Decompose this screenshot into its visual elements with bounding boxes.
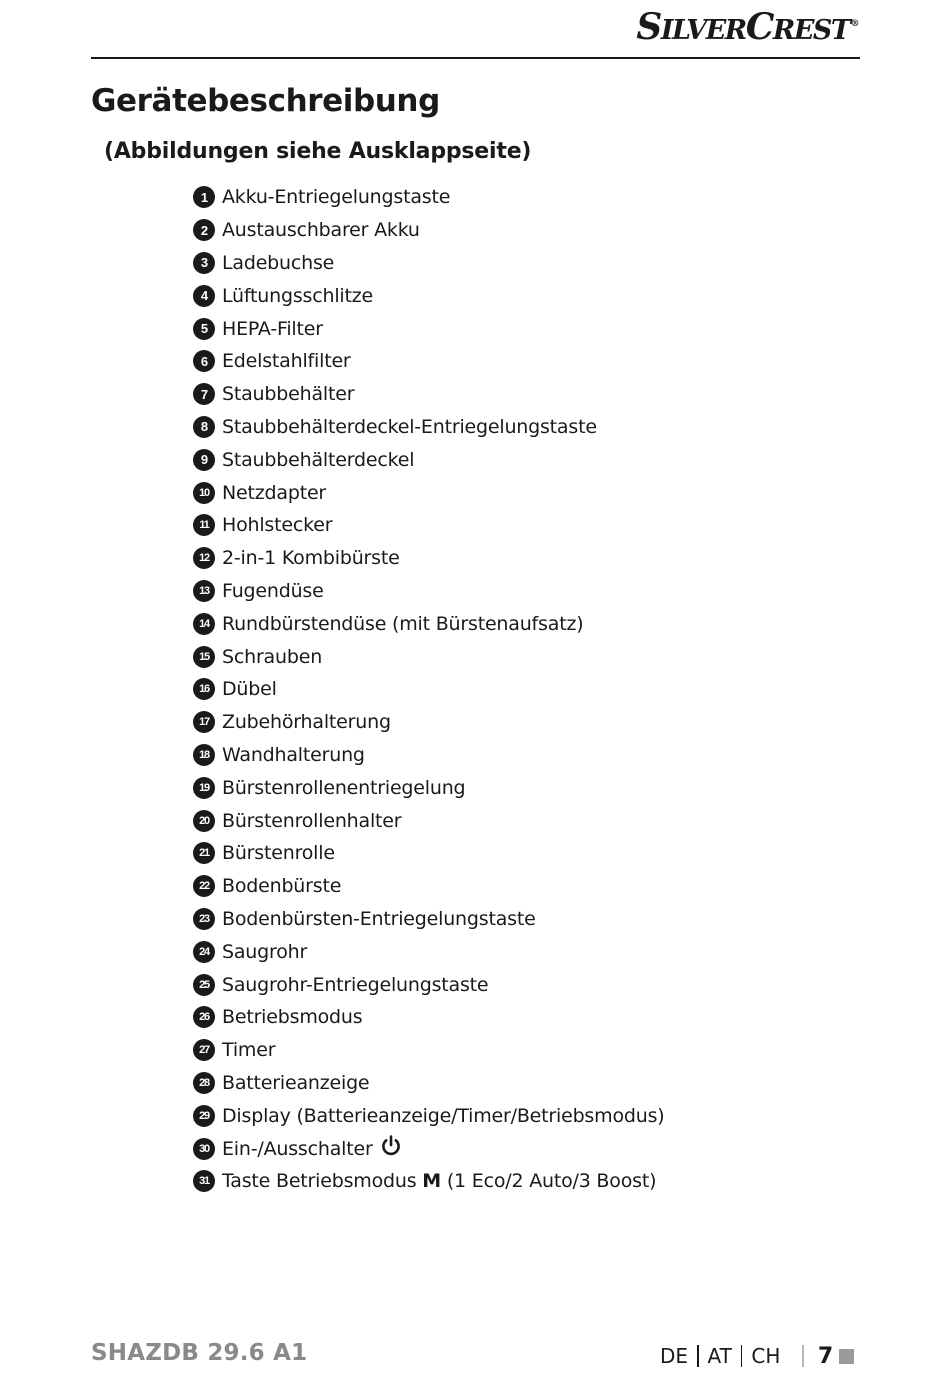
item-number-badge: 23	[193, 908, 215, 930]
item-number-badge: 21	[193, 842, 215, 864]
item-number-badge: 30	[193, 1138, 215, 1160]
item-number-badge: 29	[193, 1105, 215, 1127]
list-item	[193, 509, 664, 542]
brand-logo: SILVERCREST®	[636, 6, 858, 48]
divider	[697, 1345, 699, 1367]
language-de: DE	[660, 1344, 689, 1368]
list-item	[193, 1067, 664, 1100]
list-item	[193, 312, 664, 345]
item-number-badge: 9	[193, 449, 215, 471]
item-number-badge: 22	[193, 875, 215, 897]
item-label: Edelstahlfilter	[222, 350, 351, 373]
list-item	[193, 476, 664, 509]
power-icon	[381, 1135, 401, 1162]
item-label: Zubehörhalterung	[222, 711, 391, 734]
item-label: Bürstenrollenentriegelung	[222, 776, 466, 799]
item-label: Taste Betriebsmodus	[222, 1170, 417, 1193]
item-number-badge: 3	[193, 252, 215, 274]
item-number-badge: 25	[193, 974, 215, 996]
list-item	[193, 1034, 664, 1067]
page-number: 7	[817, 1343, 834, 1369]
item-label: Ein-/Ausschalter	[222, 1137, 373, 1160]
item-label: Saugrohr-Entriegelungstaste	[222, 973, 489, 996]
page-subtitle: (Abbildungen siehe Ausklappseite)	[104, 139, 532, 164]
item-number-badge: 16	[193, 678, 215, 700]
divider	[802, 1345, 804, 1367]
item-label: Bürstenrolle	[222, 842, 335, 865]
item-label: Saugrohr	[222, 940, 308, 963]
item-label: Batterieanzeige	[222, 1071, 370, 1094]
item-label: Timer	[222, 1039, 276, 1062]
item-label: Staubbehälter	[222, 383, 355, 406]
item-label: Wandhalterung	[222, 743, 365, 766]
list-item	[193, 968, 664, 1001]
list-item	[193, 181, 664, 214]
item-number-badge: 26	[193, 1006, 215, 1028]
item-label: Staubbehälterdeckel-Entriegelungstaste	[222, 415, 597, 438]
list-item	[193, 673, 664, 706]
item-number-badge: 10	[193, 482, 215, 504]
item-number-badge: 31	[193, 1170, 215, 1192]
list-item	[193, 279, 664, 312]
language-at: AT	[707, 1344, 732, 1368]
page-title: Gerätebeschreibung	[91, 83, 440, 119]
list-item	[193, 771, 664, 804]
item-label: Austauschbarer Akku	[222, 219, 420, 242]
list-item	[193, 443, 664, 476]
item-label: Fugendüse	[222, 579, 324, 602]
list-item	[193, 378, 664, 411]
item-label: Ladebuchse	[222, 251, 335, 274]
list-item	[193, 214, 664, 247]
item-number-badge: 11	[193, 514, 215, 536]
item-number-badge: 24	[193, 941, 215, 963]
item-label: Display (Batterieanzeige/Timer/Betriebsmodus)	[222, 1104, 665, 1127]
list-item	[193, 411, 664, 444]
list-item	[193, 542, 664, 575]
item-label: 2-in-1 Kombibürste	[222, 547, 400, 570]
item-number-badge: 4	[193, 285, 215, 307]
list-item	[193, 706, 664, 739]
list-item	[193, 903, 664, 936]
item-label: Staubbehälterdeckel	[222, 448, 415, 471]
item-number-badge: 17	[193, 711, 215, 733]
list-item	[193, 804, 664, 837]
language-ch: CH	[751, 1344, 781, 1368]
list-item	[193, 1099, 664, 1132]
list-item	[193, 935, 664, 968]
item-number-badge: 20	[193, 810, 215, 832]
item-number-badge: 12	[193, 547, 215, 569]
item-number-badge: 18	[193, 744, 215, 766]
list-item	[193, 870, 664, 903]
item-label: Bodenbürsten-Entriegelungstaste	[222, 907, 536, 930]
item-label: HEPA-Filter	[222, 317, 323, 340]
page-marker-square	[839, 1349, 854, 1364]
footer-page-info	[660, 1342, 854, 1370]
list-item	[193, 345, 664, 378]
item-label: Netzdapter	[222, 481, 327, 504]
model-number: SHAZDB 29.6 A1	[91, 1340, 308, 1366]
list-item	[193, 1165, 664, 1198]
item-label: Dübel	[222, 678, 277, 701]
item-label: Bürstenrollenhalter	[222, 809, 402, 832]
item-number-badge: 14	[193, 613, 215, 635]
item-label: Lüftungsschlitze	[222, 284, 373, 307]
item-number-badge: 28	[193, 1072, 215, 1094]
item-number-badge: 13	[193, 580, 215, 602]
mode-key-label: M	[422, 1170, 441, 1193]
list-item	[193, 247, 664, 280]
list-item	[193, 575, 664, 608]
item-suffix: (1 Eco/2 Auto/3 Boost)	[446, 1170, 657, 1193]
list-item	[193, 1132, 664, 1165]
item-number-badge: 1	[193, 186, 215, 208]
item-number-badge: 19	[193, 777, 215, 799]
item-number-badge: 5	[193, 318, 215, 340]
list-item	[193, 837, 664, 870]
divider	[741, 1345, 743, 1367]
list-item	[193, 607, 664, 640]
parts-list	[193, 181, 664, 1198]
item-number-badge: 2	[193, 219, 215, 241]
item-number-badge: 8	[193, 416, 215, 438]
item-number-badge: 15	[193, 646, 215, 668]
list-item	[193, 739, 664, 772]
list-item	[193, 1001, 664, 1034]
item-label: Bodenbürste	[222, 875, 342, 898]
item-number-badge: 7	[193, 383, 215, 405]
item-label: Hohlstecker	[222, 514, 333, 537]
item-label: Rundbürstendüse (mit Bürstenaufsatz)	[222, 612, 584, 635]
item-label: Akku-Entriegelungstaste	[222, 186, 451, 209]
item-label: Schrauben	[222, 645, 323, 668]
item-number-badge: 27	[193, 1039, 215, 1061]
header-rule	[91, 57, 860, 59]
list-item	[193, 640, 664, 673]
item-label: Betriebsmodus	[222, 1006, 363, 1029]
item-number-badge: 6	[193, 350, 215, 372]
